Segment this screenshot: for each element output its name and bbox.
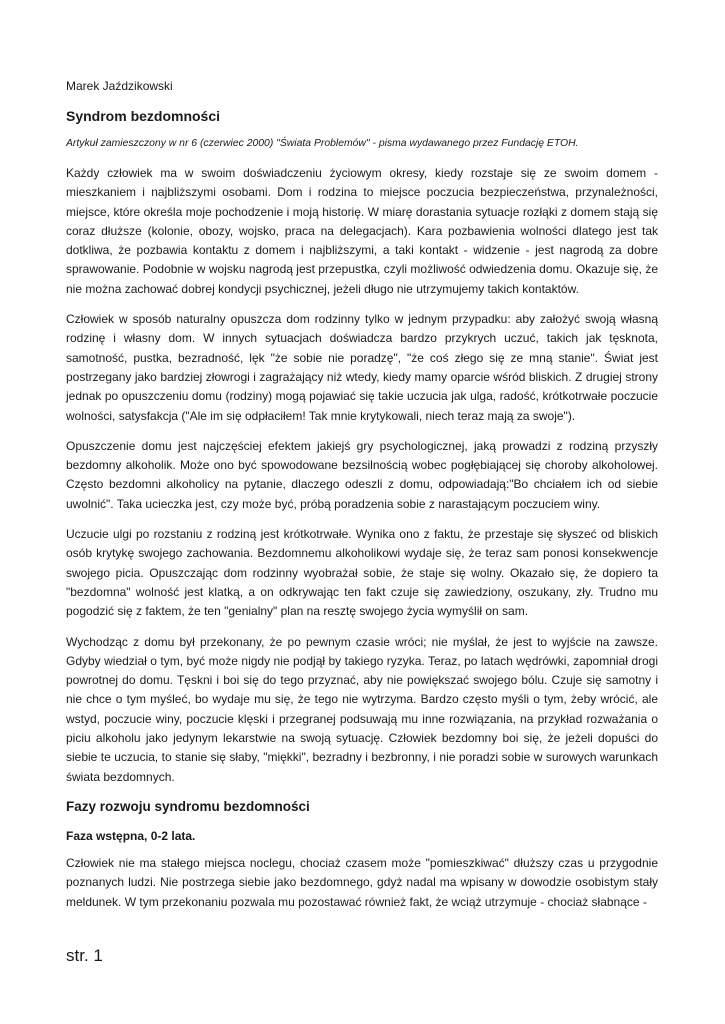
phase-paragraph: Człowiek nie ma stałego miejsca noclegu, chociaż czasem może "pomieszkiwać" dłuższy czas u przygodnie poznanych ludzi. Nie postrzega siebie jako bezdomnego, gdyż nadal ma wpisany w dowodzie osobistym stały meldunek. W tym przekonaniu pozwala mu pozostawać również fakt, że wciąż utrzymuje - chociaż słabnące -	[66, 855, 658, 909]
section-heading: Fazy rozwoju syndromu bezdomności	[66, 798, 310, 814]
phase-heading: Faza wstępna, 0-2 lata.	[66, 828, 196, 843]
page-number: str. 1	[66, 946, 103, 965]
paragraph-5: Wychodząc z domu był przekonany, że po pewnym czasie wróci; nie myślał, że jest to wyjście na zawsze. Gdyby wiedział o tym, być może nigdy nie podjął by takiego ryzyka. Teraz, po latach wędrówki, zapomniał drogi powrotnej do domu. Tęskni i boi się do tego przyznać, aby nie powiększać swojego bólu. Czuje się samotny i nie chce o tym myśleć, bo wydaje mu się, że tego nie wytrzyma. Bardzo często myśli o tym, żeby wrócić, ale wstyd, poczucie winy, poczucie klęski i przegranej podsuwają mu inne rozwiązania, na przykład rozważania o piciu alkoholu jako jedynym lekarstwie na swoją sytuację. Człowiek bezdomny boi się, że jeżeli dopuści do siebie te uczucia, to stanie się słaby, "miękki", bezradny i bezbronny, i nie poradzi sobie w surowych warunkach świata bezdomnych.	[66, 634, 658, 784]
author-name: Marek Jaździkowski	[66, 79, 173, 93]
paragraph-2: Człowiek w sposób naturalny opuszcza dom rodzinny tylko w jednym przypadku: aby założyć swoją własną rodzinę i własny dom. W innych sytuacjach doświadcza bardzo przykrych uczuć, takich jak tęsknota, samotność, pustka, bezradność, lęk "że sobie nie poradzę", "że coś złego się ze mną stanie". Świat jest postrzegany jako bardziej złowrogi i zagrażający niż wtedy, kiedy mamy oparcie wśród bliskich. Z drugiej strony jednak po opuszczeniu domu (rodziny) mogą pojawiać się takie uczucia jak ulga, radość, krótkotrwałe poczucie wolności, satysfakcja ("Ale im się odpłaciłem! Tak mnie krytykowali, niech teraz mają za swoje").	[66, 312, 658, 423]
article-title: Syndrom bezdomności	[66, 108, 221, 124]
paragraph-3: Opuszczenie domu jest najczęściej efektem jakiejś gry psychologicznej, jaką prowadzi z rodziną przyszły bezdomny alkoholik. Może ono być spowodowane bezsilnością wobec pogłębiającej się choroby alkoholowej. Często bezdomni alkoholicy na pytanie, dlaczego odeszli z domu, odpowiadają:"Bo chciałem ich od siebie uwolnić". Taka ucieczka jest, czy może być, próbą poradzenia sobie z narastającym poczuciem winy.	[66, 438, 658, 511]
document-page	[66, 78, 658, 923]
article-subtitle: Artykuł zamieszczony w nr 6 (czerwiec 2000) "Świata Problemów" - pisma wydawanego przez Fundację ETOH.	[66, 138, 579, 149]
paragraph-4: Uczucie ulgi po rozstaniu z rodziną jest krótkotrwałe. Wynika ono z faktu, że przestaje się słyszeć od bliskich osób krytykę swojego zachowania. Bezdomnemu alkoholikowi wydaje się, że teraz sam ponosi konsekwencje swojego picia. Opuszczając dom rodzinny wyobrażał sobie, że staje się wolny. Okazało się, że dopiero ta "bezdomna" wolność jest klatką, a on odkrywając ten fakt czuje się zawiedziony, oszukany, zły. Trudno mu pogodzić się z faktem, że ten "genialny" plan na resztę swojego życia wymyślił on sam.	[66, 527, 658, 619]
paragraph-1: Każdy człowiek ma w swoim doświadczeniu życiowym okresy, kiedy rozstaje się ze swoim domem - mieszkaniem i najbliższymi osobami. Dom i rodzina to miejsce poczucia bezpieczeństwa, przynależności, miejsce, które określa moje pochodzenie i moją historię. W miarę dorastania sytuacje rozłąki z domem stają się coraz dłuższe (kolonie, obozy, wojsko, praca na delegacjach). Kara pozbawienia wolności dlatego jest tak dotkliwa, że pozbawia kontaktu z domem i najbliższymi, a taki kontakt - widzenie - jest nagrodą za dobre sprawowanie. Podobnie w wojsku nagrodą jest przepustka, czyli możliwość odwiedzenia domu. Okazuje się, że nie można zachować dobrej kondycji psychicznej, jeżeli długo nie utrzymujemy takich kontaktów.	[66, 166, 658, 296]
